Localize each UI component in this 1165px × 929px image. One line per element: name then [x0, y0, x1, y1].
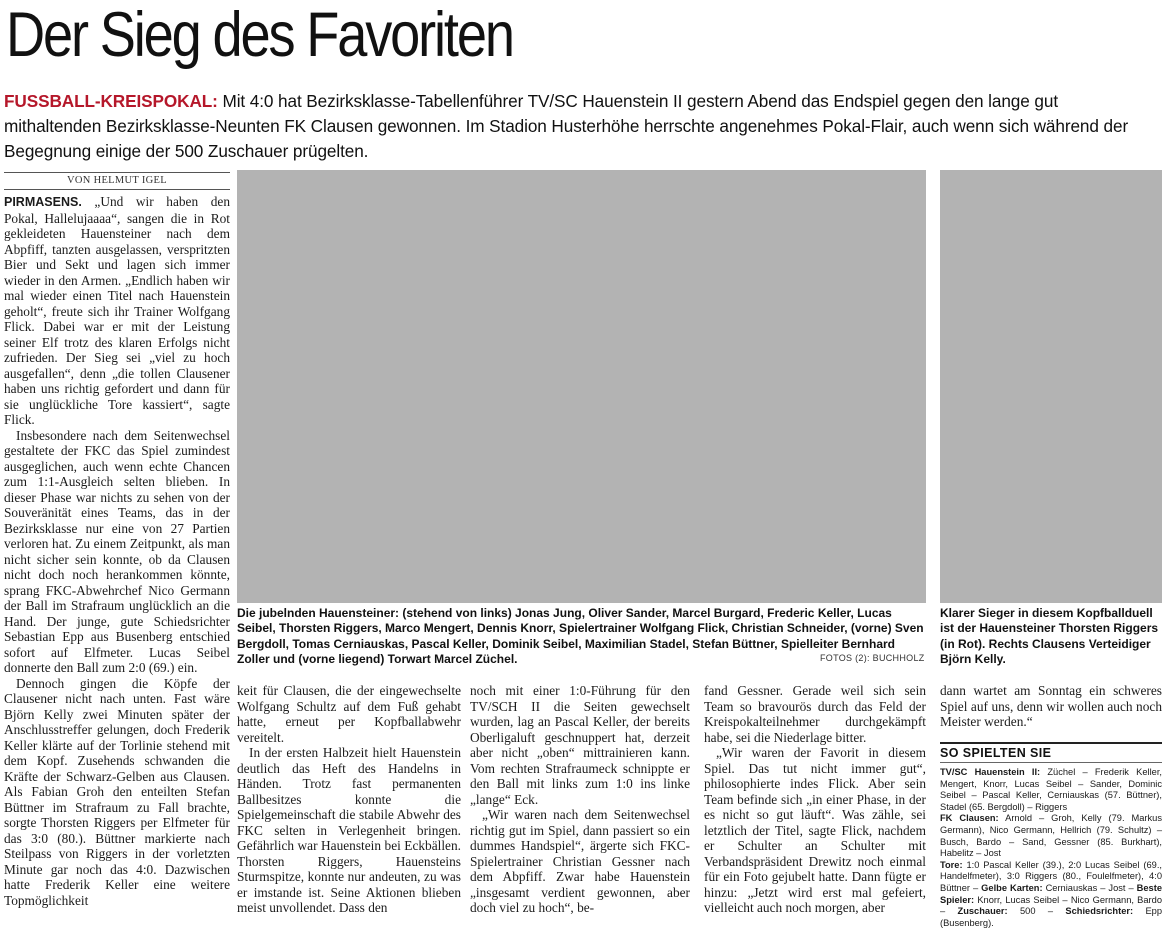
- dateline: PIRMASENS.: [4, 195, 82, 209]
- article-paragraph: fand Gessner. Gerade weil sich sein Team so bravourös durch das Feld der Kreispokalteilnehmer durchgekämpft habe, sei die Niederlage bitter.: [704, 683, 926, 745]
- header-duel-photo: [940, 170, 1162, 603]
- spectators-label: Zuschauer:: [957, 906, 1008, 917]
- team-celebration-photo: [237, 170, 926, 603]
- article-paragraph: „Wir waren der Favorit in diesem Spiel. Das tut nicht immer gut“, philosophierte indes Flick. Aber sein Team befinde sich „in einer Phase, in der es nicht so gut läuft“. Was zähle, sei letztlich der Titel, sagte Flick, nachdem er Schulter an Schulter mit Verbandspräsident Drewitz noch einmal für ein Foto gejubelt hatte. Dann fügte er hinzu: „Jetzt wird erst mal gefeiert, vielleicht auch noch morgen, aber: [704, 745, 926, 915]
- article-paragraph: Insbesondere nach dem Seitenwechsel gestaltete der FKC das Spiel zumindest ausgeglichen, auch wenn echte Chancen zum 1:1-Ausgleich selten blieben. In dieser Phase war nichts zu sehen von der Souveränität eines Teams, das in der Bezirksklasse nur eine von 27 Partien verloren hat. Zu einem Zeitpunkt, als man nicht sicher sein konnte, ob da Clausen nicht doch noch herankommen könnte, sprang FKC-Abwehrchef Nico Germann der Ball im Strafraum unglücklich an die Hand. Der junge, gute Schiedsrichter Sebastian Epp aus Busenberg entschied sofort auf Elfmeter. Lucas Seibel donnerte den Ball zum 2:0 (69.) ein.: [4, 427, 230, 675]
- lineup-box-title: SO SPIELTEN SIE: [940, 742, 1162, 763]
- goals-text: 1:0 Pascal Keller (39.), 2:0 Lucas Seibel (69., Handelfmeter), 3:0 Riggers (80., Foulelfmeter), 4:0 Büttner –: [940, 859, 1162, 893]
- article-column-2: [237, 683, 461, 915]
- lineup-team1: [940, 767, 1162, 813]
- article-paragraph: noch mit einer 1:0-Führung für den TV/SCH II die Seiten gewechselt wurden, lag an Pascal Keller, der bereits Oberligaluft geschnuppert hat, derzeit aber nicht „oben“ mittrainieren kann. Vom rechten Strafraumeck schnippte er den Ball mit links zum 1:0 ins linke „lange“ Eck.: [470, 683, 690, 807]
- headline: Der Sieg des Favoriten: [6, 0, 513, 70]
- lead-text: Mit 4:0 hat Bezirksklasse-Tabellenführer TV/SC Hauenstein II gestern Abend das Endspiel gegen den lange gut mithaltenden Bezirksklasse-Neunten FK Clausen gewonnen. Im Stadion Husterhöhe herrschte angenehmes Pokal-Flair, auch wenn sich während der Begegnung einige der 500 Zuschauer prügelten.: [4, 91, 1129, 161]
- article-column-1: [4, 194, 230, 910]
- paragraph-text: „Und wir haben den Pokal, Hallelujaaaa“, sangen die in Rot gekleideten Hauensteiner nach dem Abpfiff, tanzten ausgelassen, verspritzten Bier und Sekt und lagen sich immer wieder in den Armen. „Endlich haben wir mal wieder einen Titel nach Hauenstein geholt“, freute sich ihr Trainer Wolfgang Flick. Dabei war er mit der Leistung seiner Elf trotz des klaren Erfolgs nicht zufrieden. Der Sieg sei „viel zu hoch ausgefallen“, denn „die tollen Clausener haben uns richtig gefordert und dann für sie unglückliche Tore kassiert“, sagte Flick.: [4, 194, 230, 427]
- lineup-box-body: [940, 767, 1162, 929]
- team-photo-caption: Die jubelnden Hauensteiner: (stehend von links) Jonas Jung, Oliver Sander, Marcel Burgard, Frederic Keller, Lucas Seibel, Thorsten Riggers, Marco Mengert, Dennis Knorr, Spielertrainer Wolfgang Flick, Christian Schneider, (vorne) Sven Bergdoll, Tomas Cerniauskas, Pascal Keller, Dominik Seibel, Maximilian Stadel, Stefan Büttner, Spielleiter Bernhard Zoller und (vorne liegend) Torwart Marcel Züchel.: [237, 606, 924, 666]
- cards-text: Cerniauskas – Jost –: [1045, 882, 1134, 893]
- article-paragraph: keit für Clausen, die der eingewechselte Wolfgang Schultz auf dem Fuß gehabt hatte, erneut per Kopfballabwehr vereitelt.: [237, 683, 461, 745]
- referee-text: Epp (Busenberg).: [940, 906, 1162, 928]
- best-label: Beste Spieler:: [940, 882, 1162, 905]
- lineup-team1-label: TV/SC Hauenstein II:: [940, 767, 1041, 777]
- lineup-box: [940, 742, 1162, 928]
- lineup-stats: [940, 860, 1162, 929]
- lead-kicker: FUSSBALL-KREISPOKAL:: [4, 91, 218, 111]
- header-photo-caption: Klarer Sieger in diesem Kopfballduell ist der Hauensteiner Thorsten Riggers (in Rot). Rechts Clausens Verteidiger Björn Kelly.: [940, 606, 1159, 666]
- cards-label: Gelbe Karten:: [981, 882, 1043, 893]
- article-paragraph: Dennoch gingen die Köpfe der Clausener nicht nach unten. Fast wäre Björn Kelly zwei Minuten später der Anschlusstreffer gelungen, doch Frederik Keller klärte auf der Torlinie stehend mit dem Kopf. Zusehends schwanden die Kräfte der Schwarz-Gelben aus Clausen. Als Fabian Groh den enteilten Stefan Büttner im Strafraum zu Fall brachte, sorgte Thorsten Riggers per Elfmeter für das 3:0 (80.). Büttner markierte nach Steilpass von Riggers in der vorletzten Minute gar noch das 4:0. Dazwischen hatte Frederik Keller eine weitere Topmöglichkeit: [4, 675, 230, 908]
- lineup-team2-players: Arnold – Groh, Kelly (79. Markus Germann), Nico Germann, Hellrich (79. Schultz) – Busch, Bardo – Sand, Gessner (85. Burkhart), Habelitz – Jost: [940, 813, 1162, 859]
- article-paragraph: In der ersten Halbzeit hielt Hauenstein deutlich das Heft des Handelns in Händen. Trotz fast permanenten Ballbesitzes konnte die Spielgemeinschaft die stabile Abwehr des FKC selten in Verlegenheit bringen. Gefährlich war Hauenstein bei Eckbällen. Thorsten Riggers, Hauensteins Sturmspitze, konnte nur andeuten, zu was er imstande ist. Seine Aktionen blieben meist unvollendet. Dass den: [237, 745, 461, 915]
- goals-label: Tore:: [940, 859, 963, 870]
- lead-paragraph: [4, 89, 1156, 164]
- lineup-team1-players: Züchel – Frederik Keller, Mengert, Knorr, Lucas Seibel – Sander, Dominic Seibel – Pascal Keller, Cerniauskas (57. Büttner), Stadel (65. Bergdoll) – Riggers: [940, 767, 1162, 812]
- referee-label: Schiedsrichter:: [1065, 906, 1134, 917]
- byline: VON HELMUT IGEL: [4, 172, 230, 190]
- article-paragraph: [4, 194, 230, 428]
- photo-credit: FOTOS (2): BUCHHOLZ: [820, 653, 925, 663]
- article-paragraph: dann wartet am Sonntag ein schweres Spiel auf uns, denn wir wollen auch noch Meister werden.“: [940, 683, 1162, 729]
- lineup-team2: [940, 813, 1162, 859]
- article-column-4: [704, 683, 926, 915]
- best-text: Knorr, Lucas Seibel – Nico Germann, Bardo –: [940, 894, 1162, 917]
- spectators-text: 500 –: [1020, 906, 1054, 917]
- article-paragraph: „Wir waren nach dem Seitenwechsel richtig gut im Spiel, dann passiert so ein dummes Handspiel“, ärgerte sich FKC-Spielertrainer Christian Gessner nach dem Abpfiff. Zwar habe Hauenstein „insgesamt verdient gewonnen, aber doch viel zu hoch“, be-: [470, 807, 690, 915]
- lineup-team2-label: FK Clausen:: [940, 813, 999, 824]
- article-column-3: [470, 683, 690, 915]
